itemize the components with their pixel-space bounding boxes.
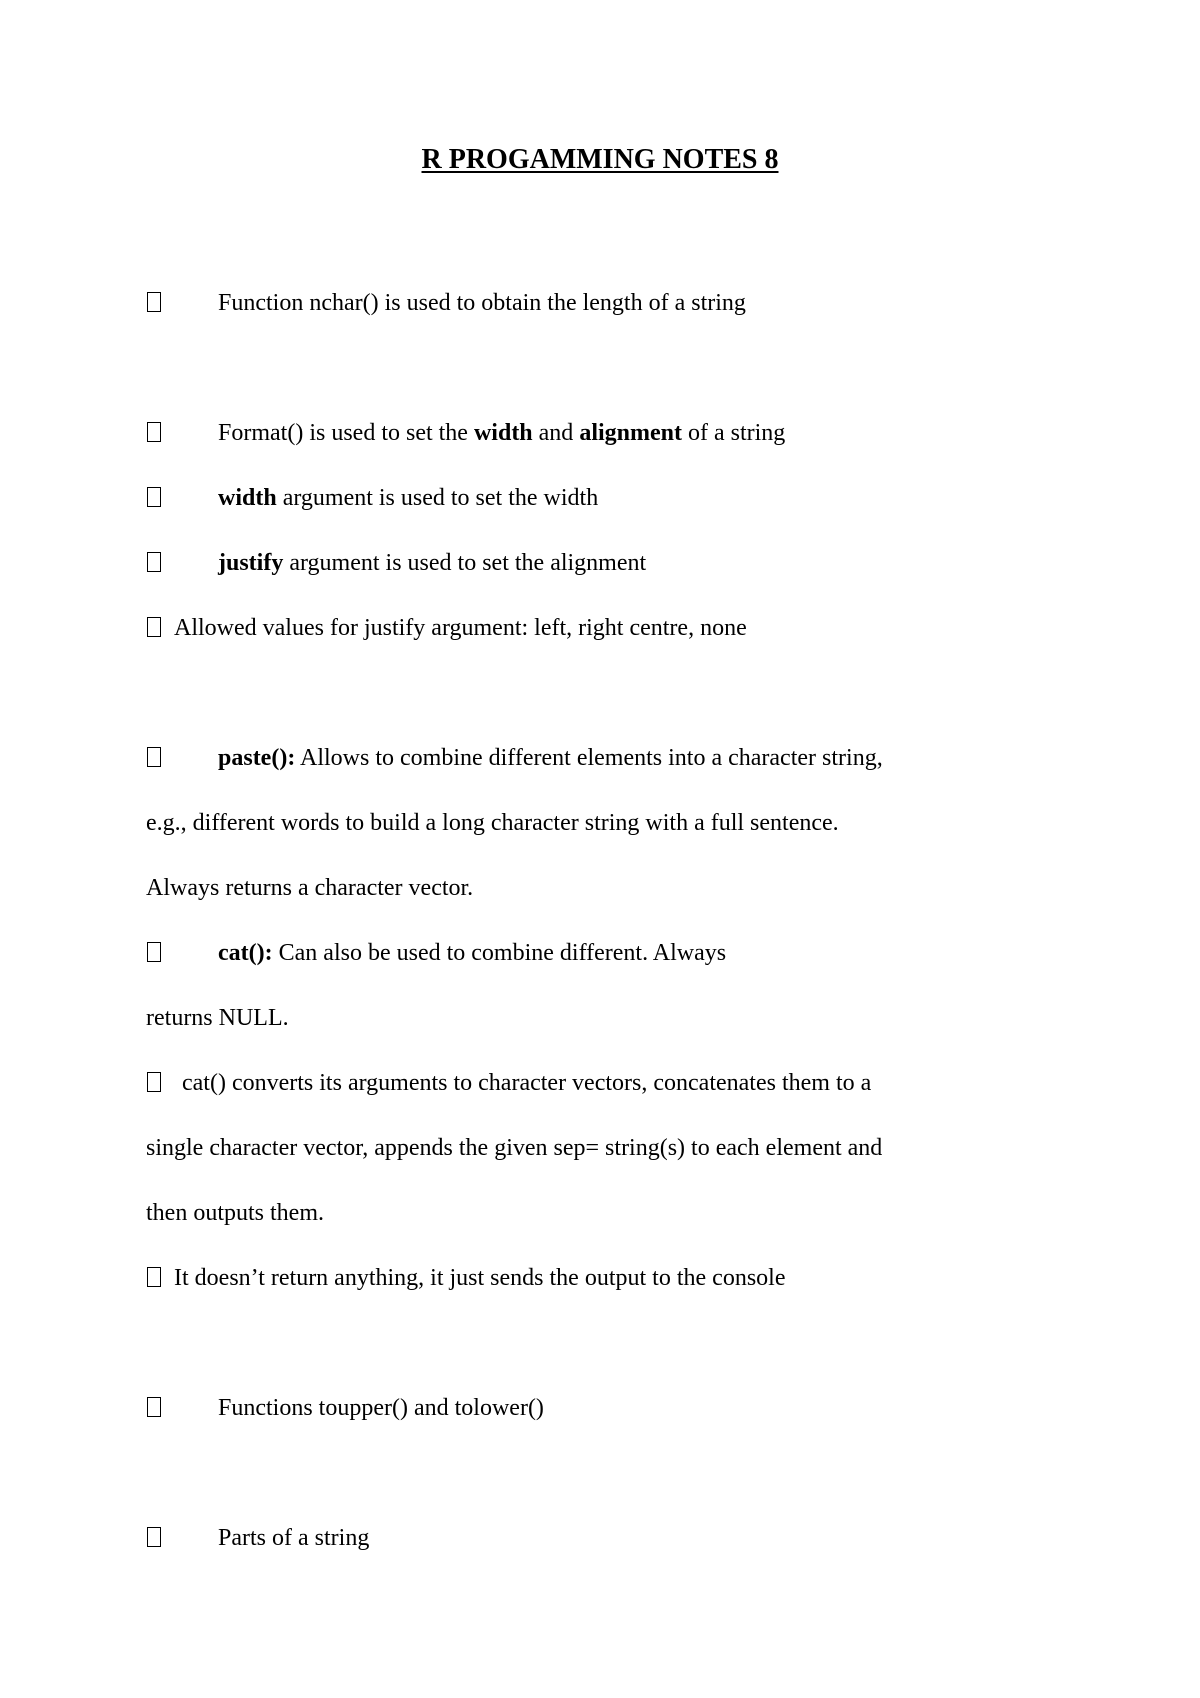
paragraph-text: single character vector, appends the given sep= string(s) to each element and: [146, 1135, 883, 1161]
list-item-text: paste(): Allows to combine different elements into a character string,: [218, 745, 883, 771]
list-item-text: It doesn’t return anything, it just sends the output to the console: [174, 1265, 786, 1291]
bullet-icon: [147, 1527, 161, 1547]
bullet-icon: [147, 942, 161, 962]
bullet-icon: [147, 617, 161, 637]
paragraph-text: then outputs them.: [146, 1200, 324, 1226]
list-item-text: cat(): Can also be used to combine different. Always: [218, 940, 727, 966]
paragraph-text: e.g., different words to build a long character string with a full sentence.: [146, 810, 839, 836]
list-item-text: Function nchar() is used to obtain the length of a string: [218, 290, 746, 316]
bullet-icon: [147, 747, 161, 767]
list-item: [0, 1526, 1200, 1556]
list-item: [0, 746, 1200, 776]
paragraph-text: Always returns a character vector.: [146, 875, 474, 901]
list-item-text: justify argument is used to set the alignment: [218, 550, 647, 576]
bullet-icon: [147, 487, 161, 507]
bullet-icon: [147, 1072, 161, 1092]
paragraph-line: [0, 1006, 1200, 1036]
bullet-icon: [147, 552, 161, 572]
bullet-icon: [147, 1397, 161, 1417]
list-item-text: Format() is used to set the width and alignment of a string: [218, 420, 786, 446]
paragraph-line: [0, 811, 1200, 841]
list-item: [0, 291, 1200, 321]
bullet-icon: [147, 422, 161, 442]
paragraph-text: returns NULL.: [146, 1005, 289, 1031]
list-item: [0, 1396, 1200, 1426]
paragraph-line: [0, 1201, 1200, 1231]
paragraph-line: [0, 1136, 1200, 1166]
list-item-text: Functions toupper() and tolower(): [218, 1395, 544, 1421]
list-item-text: Parts of a string: [218, 1525, 370, 1551]
list-item-text: Allowed values for justify argument: left, right centre, none: [174, 615, 747, 641]
list-item: [0, 1266, 1200, 1296]
list-item: [0, 486, 1200, 516]
list-item: [0, 421, 1200, 451]
bullet-icon: [147, 1267, 161, 1287]
list-item-text: width argument is used to set the width: [218, 485, 599, 511]
page-title: R PROGAMMING NOTES 8: [421, 144, 779, 175]
list-item: [0, 1071, 1200, 1101]
list-item: [0, 616, 1200, 646]
list-item: [0, 551, 1200, 581]
paragraph-line: [0, 876, 1200, 906]
list-item: [0, 941, 1200, 971]
bullet-icon: [147, 292, 161, 312]
list-item-text: cat() converts its arguments to character vectors, concatenates them to a: [182, 1070, 872, 1096]
